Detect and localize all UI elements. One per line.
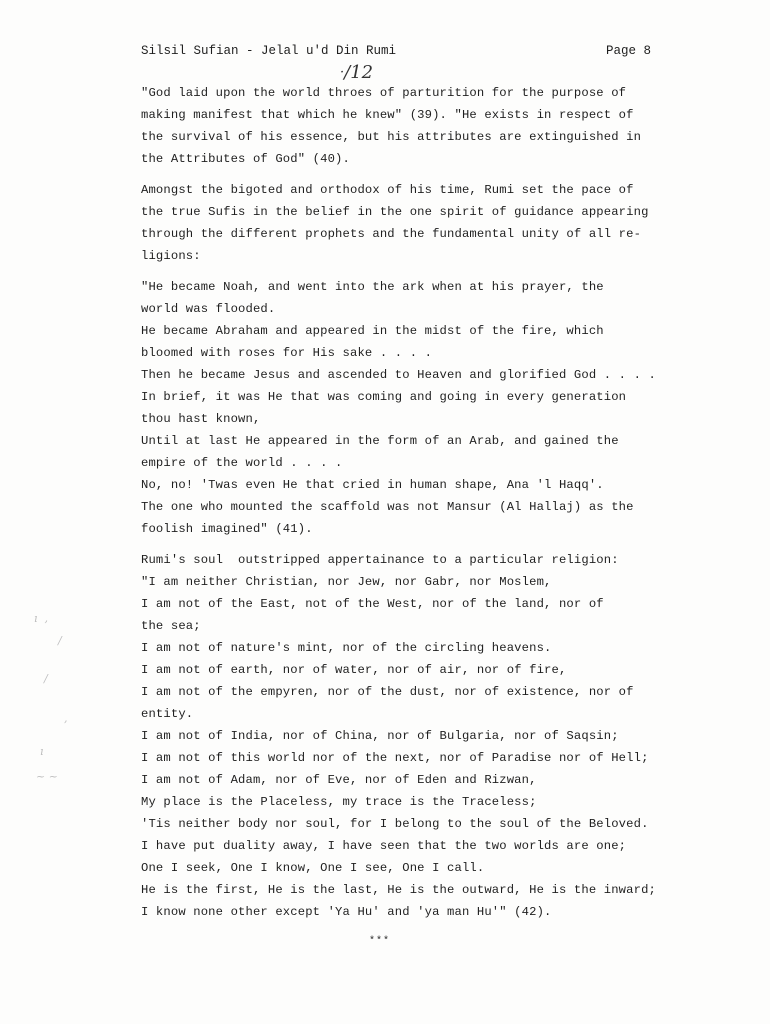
text-line: thou hast known, [141,412,261,426]
text-line: I am not of earth, nor of water, nor of air, nor of fire, [141,663,567,677]
text-line: No, no! 'Twas even He that cried in human shape, Ana 'l Haqq'. [141,478,604,492]
text-line: Rumi's soul outstripped appertainance to a particular religion: [141,553,619,567]
page-number: Page 8 [605,44,651,58]
text-line: I am not of the East, not of the West, nor of the land, nor of [141,597,604,611]
paragraph [141,82,701,170]
text-line: 'Tis neither body nor soul, for I belong to the soul of the Beloved. [141,817,649,831]
margin-scribble: ı , [34,612,49,625]
text-line: The one who mounted the scaffold was not Mansur (Al Hallaj) as the [141,500,634,514]
text-line: I am not of nature's mint, nor of the circling heavens. [141,641,552,655]
document-body [141,82,701,932]
text-line: In brief, it was He that was coming and going in every generation [141,390,627,404]
margin-scribble: , [64,712,68,725]
text-line: I am not of this world nor of the next, nor of Paradise nor of Hell; [141,751,649,765]
paragraph [141,276,701,540]
header-title: Silsil Sufian - Jelal u'd Din Rumi [141,44,397,58]
text-line: Until at last He appeared in the form of an Arab, and gained the [141,434,619,448]
text-line: Amongst the bigoted and orthodox of his time, Rumi set the pace of [141,183,634,197]
margin-scribble: ~ ~ [36,770,58,783]
text-line: My place is the Placeless, my trace is the Traceless; [141,795,537,809]
margin-scribble: / [58,634,62,647]
text-line: He became Abraham and appeared in the midst of the fire, which [141,324,604,338]
paragraph [141,179,701,267]
section-separator: *** [369,936,391,947]
text-line: through the different prophets and the fundamental unity of all re- [141,227,642,241]
text-line: I am not of India, nor of China, nor of Bulgaria, nor of Saqsin; [141,729,619,743]
text-line: "He became Noah, and went into the ark when at his prayer, the [141,280,604,294]
text-line: entity. [141,707,194,721]
page-header [141,44,651,64]
margin-scribble: / [44,672,48,685]
text-line: Then he became Jesus and ascended to Heaven and glorified God . . . . [141,368,656,382]
text-line: world was flooded. [141,302,276,316]
text-line: foolish imagined" (41). [141,522,313,536]
text-line: One I seek, One I know, One I see, One I call. [141,861,485,875]
text-line: I am not of Adam, nor of Eve, nor of Eden and Rizwan, [141,773,537,787]
handwritten-page-number: ·/12 [340,62,374,83]
text-line: the survival of his essence, but his attributes are extinguished in [141,130,642,144]
text-line: empire of the world . . . . [141,456,343,470]
paragraph [141,549,701,923]
text-line: the true Sufis in the belief in the one spirit of guidance appearing [141,205,649,219]
handwritten-number-text: 12 [350,62,374,83]
text-line: I know none other except 'Ya Hu' and 'ya man Hu'" (42). [141,905,552,919]
text-line: I am not of the empyren, nor of the dust, nor of existence, nor of [141,685,634,699]
text-line: I have put duality away, I have seen that the two worlds are one; [141,839,627,853]
text-line: bloomed with roses for His sake . . . . [141,346,433,360]
margin-scribble: ı [40,745,44,758]
text-line: ligions: [141,249,201,263]
text-line: "God laid upon the world throes of parturition for the purpose of [141,86,627,100]
text-line: making manifest that which he knew" (39). "He exists in respect of [141,108,634,122]
text-line: He is the first, He is the last, He is the outward, He is the inward; [141,883,656,897]
text-line: the sea; [141,619,201,633]
text-line: the Attributes of God" (40). [141,152,350,166]
text-line: "I am neither Christian, nor Jew, nor Gabr, nor Moslem, [141,575,552,589]
